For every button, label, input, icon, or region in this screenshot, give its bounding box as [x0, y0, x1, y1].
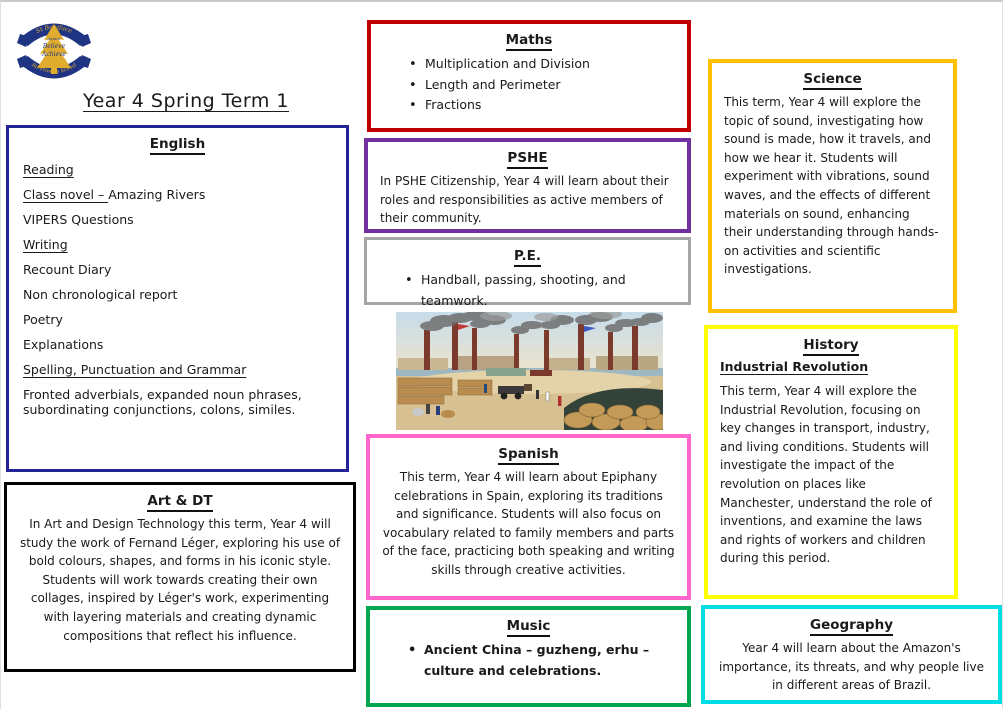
english-poetry: Poetry — [23, 312, 63, 327]
english-spag-label: Spelling, Punctuation and Grammar — [23, 362, 247, 377]
school-crest-icon — [14, 10, 94, 90]
list-item: • Length and Perimeter — [409, 75, 677, 96]
maths-heading: Maths — [371, 32, 687, 48]
maths-bullet-list — [371, 54, 687, 122]
geography-text: Year 4 will learn about the Amazon's importance, its threats, and why people live in different areas of Brazil. — [719, 641, 984, 693]
spanish-text: This term, Year 4 will learn about Epiphany celebrations in Spain, exploring its traditions and significance. Students will also focus on vocabulary related to family members and parts of the face, practicing both speaking and writing skills through creative activities. — [382, 470, 675, 577]
english-non-chronological-report: Non chronological report — [23, 287, 178, 302]
history-topic-subheading: Industrial Revolution — [720, 359, 869, 374]
industrial-revolution-image — [396, 312, 663, 430]
pshe-text: In PSHE Citizenship, Year 4 will learn about their roles and responsibilities as active members of their community. — [380, 174, 669, 226]
english-heading: English — [9, 136, 346, 152]
geography-heading: Geography — [705, 617, 998, 633]
science-text: This term, Year 4 will explore the topic of sound, investigating how sound is made, how it travels, and how we hear it. Students will experiment with vibrations, sound waves, and the effects of different materials on sound, enhancing their understanding through hands-on activities and scientific investigations. — [724, 95, 939, 277]
spanish-subject-box — [366, 434, 691, 600]
pshe-heading: PSHE — [368, 150, 687, 166]
english-vipers: VIPERS Questions — [23, 212, 134, 227]
list-item: • Fractions — [409, 95, 677, 116]
art-dt-heading: Art & DT — [7, 493, 353, 509]
music-heading: Music — [370, 618, 687, 634]
history-text: This term, Year 4 will explore the Industrial Revolution, focusing on key changes in transport, industry, and living conditions. Students will investigate the impact of the revolution on places like Manchester, understand the role of inventions, and examine the laws and rights of workers and children during this period. — [720, 384, 932, 566]
maths-subject-box — [367, 20, 691, 132]
art-dt-text: In Art and Design Technology this term, Year 4 will study the work of Fernand Léger, exploring his use of bold colours, shapes, and forms in his iconic style. Students will work towards creating their own collages, inspired by Léger's work, experimenting with layering materials and creating dynamic compositions that reflect his influence. — [19, 517, 341, 643]
english-writing-label: Writing — [23, 237, 68, 252]
geography-subject-box — [701, 605, 1002, 704]
art-dt-subject-box — [4, 482, 356, 672]
pe-bullet-list — [367, 270, 688, 317]
history-subject-box — [704, 325, 958, 599]
page-title: Year 4 Spring Term 1 — [83, 90, 289, 112]
pe-subject-box — [364, 237, 691, 308]
logo-motto-line2: Believe — [42, 43, 66, 50]
logo-bottom-banner-text: RC Primary School — [30, 62, 78, 76]
industrial-scene-icon — [396, 312, 663, 430]
science-subject-box — [708, 59, 957, 313]
music-bullet-list — [370, 640, 687, 687]
pshe-subject-box — [364, 138, 691, 233]
logo-motto-line1: Aspire — [47, 36, 61, 41]
english-explanations: Explanations — [23, 337, 104, 352]
english-subject-box — [6, 125, 349, 472]
logo-motto-line3: Achieve — [42, 51, 66, 58]
music-subject-box — [366, 606, 691, 707]
school-crest-logo — [14, 10, 94, 90]
english-recount-diary: Recount Diary — [23, 262, 112, 277]
science-heading: Science — [712, 71, 953, 87]
history-heading: History — [708, 337, 954, 353]
english-reading-label: Reading — [23, 162, 74, 177]
list-item: • Ancient China – guzheng, erhu – culture and celebrations. — [408, 640, 677, 681]
spanish-heading: Spanish — [370, 446, 687, 462]
english-class-novel: Class novel – Amazing Rivers — [23, 187, 206, 202]
list-item: • Handball, passing, shooting, and teamwork. — [405, 270, 678, 311]
list-item: • Multiplication and Division — [409, 54, 677, 75]
english-spag-text: Fronted adverbials, expanded noun phrases, subordinating conjunctions, colons, similes. — [23, 387, 302, 417]
pe-heading: P.E. — [367, 248, 688, 264]
logo-top-banner-text: St Boniface — [35, 23, 73, 35]
